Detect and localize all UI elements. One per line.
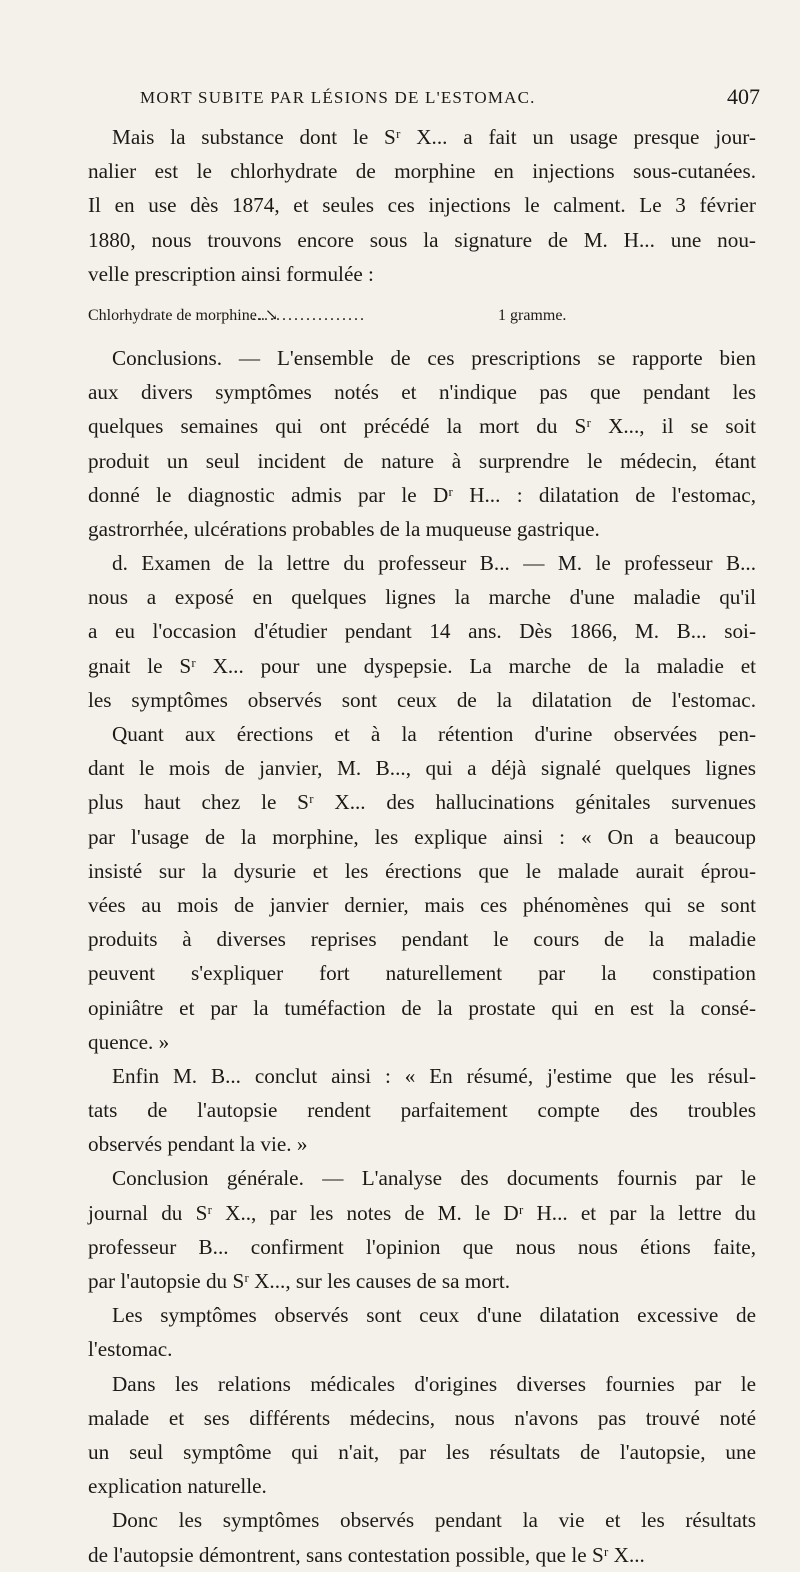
text-line: les symptômes observés sont ceux de la dilatation de l'estomac. [88, 687, 756, 712]
text-line: Donc les symptômes observés pendant la vie et les résultats [112, 1508, 756, 1533]
text-line: Enfin M. B... conclut ainsi : « En résumé, j'estime que les résul- [112, 1063, 756, 1088]
text-line: Quant aux érections et à la rétention d'urine observées pen- [112, 722, 756, 746]
text-line: aux divers symptômes notés et n'indique pas que pendant les [88, 380, 756, 405]
text-line: Conclusions. — L'ensemble de ces prescriptions se rapporte bien [112, 345, 756, 370]
text-line: d. Examen de la lettre du professeur B... — M. le professeur B... [112, 551, 756, 576]
text-line: produit un seul incident de nature à surprendre le médecin, étant [88, 448, 756, 473]
text-line: donné le diagnostic admis par le Dʳ H... : dilatation de l'estomac, [88, 482, 756, 507]
text-line: Les symptômes observés sont ceux d'une dilatation excessive de [112, 1303, 756, 1328]
text-line: nalier est le chlorhydrate de morphine en injections sous-cutanées. [88, 159, 756, 184]
running-title: MORT SUBITE PAR LÉSIONS DE L'ESTOMAC. [140, 88, 536, 107]
paragraphs [88, 341, 756, 1572]
prescription-line [88, 291, 756, 341]
page-header [140, 84, 760, 114]
prescription-dots: ................... [252, 306, 366, 324]
text-line: gastrorrhée, ulcérations probables de la muqueuse gastrique. [88, 516, 600, 541]
text-line: quelques semaines qui ont précédé la mort du Sʳ X..., il se soit [88, 414, 756, 439]
page-number: 407 [727, 84, 760, 109]
text-line: professeur B... confirment l'opinion que nous nous étions faite, [88, 1234, 756, 1259]
text-line: observés pendant la vie. » [88, 1132, 308, 1157]
text-line: insisté sur la dysurie et les érections que le malade aurait éprou- [88, 858, 756, 883]
text-line: 1880, nous trouvons encore sous la signature de M. H... une nou- [88, 227, 756, 252]
text-line: Dans les relations médicales d'origines diverses fournies par le [112, 1371, 756, 1396]
text-line: nous a exposé en quelques lignes la marche d'une maladie qu'il [88, 585, 756, 610]
text-line: Conclusion générale. — L'analyse des documents fournis par le [112, 1166, 756, 1191]
text-line: Il en use dès 1874, et seules ces injections le calment. Le 3 février [88, 193, 756, 218]
text-line: Mais la substance dont le Sʳ X... a fait un usage presque jour- [112, 125, 756, 149]
body-text [88, 120, 756, 1572]
prescription-quantity: 1 gramme. [498, 306, 567, 324]
text-line: tats de l'autopsie rendent parfaitement compte des troubles [88, 1098, 756, 1123]
text-line: quence. » [88, 1029, 170, 1054]
text-line: a eu l'occasion d'étudier pendant 14 ans. Dès 1866, M. B... soi- [88, 619, 756, 644]
text-line: dant le mois de janvier, M. B..., qui a déjà signalé quelques lignes [88, 756, 756, 781]
text-line: gnait le Sʳ X... pour une dyspepsie. La marche de la maladie et [88, 653, 756, 678]
prescription-drug: Chlorhydrate de morphine..↘ [88, 306, 279, 324]
text-line: par l'autopsie du Sʳ X..., sur les causes de sa mort. [88, 1269, 511, 1293]
text-line: de l'autopsie démontrent, sans contestation possible, que le Sʳ X... [88, 1542, 645, 1567]
text-line: explication naturelle. [88, 1474, 267, 1499]
text-line: plus haut chez le Sʳ X... des hallucinations génitales survenues [88, 790, 756, 815]
text-line: par l'usage de la morphine, les explique ainsi : « On a beaucoup [88, 824, 756, 849]
text-line: vées au mois de janvier dernier, mais ces phénomènes qui se sont [88, 892, 756, 917]
text-line: journal du Sʳ X.., par les notes de M. le Dʳ H... et par la lettre du [88, 1200, 756, 1225]
text-line: velle prescription ainsi formulée : [88, 261, 374, 286]
text-line: peuvent s'expliquer fort naturellement par la constipation [88, 961, 756, 986]
text-line: produits à diverses reprises pendant le cours de la maladie [88, 927, 756, 952]
text-line: malade et ses différents médecins, nous n'avons pas trouvé noté [88, 1405, 756, 1430]
text-line: un seul symptôme qui n'ait, par les résultats de l'autopsie, une [88, 1439, 756, 1464]
text-line: opiniâtre et par la tuméfaction de la prostate qui en est la consé- [88, 995, 756, 1020]
text-line: l'estomac. [88, 1337, 173, 1362]
